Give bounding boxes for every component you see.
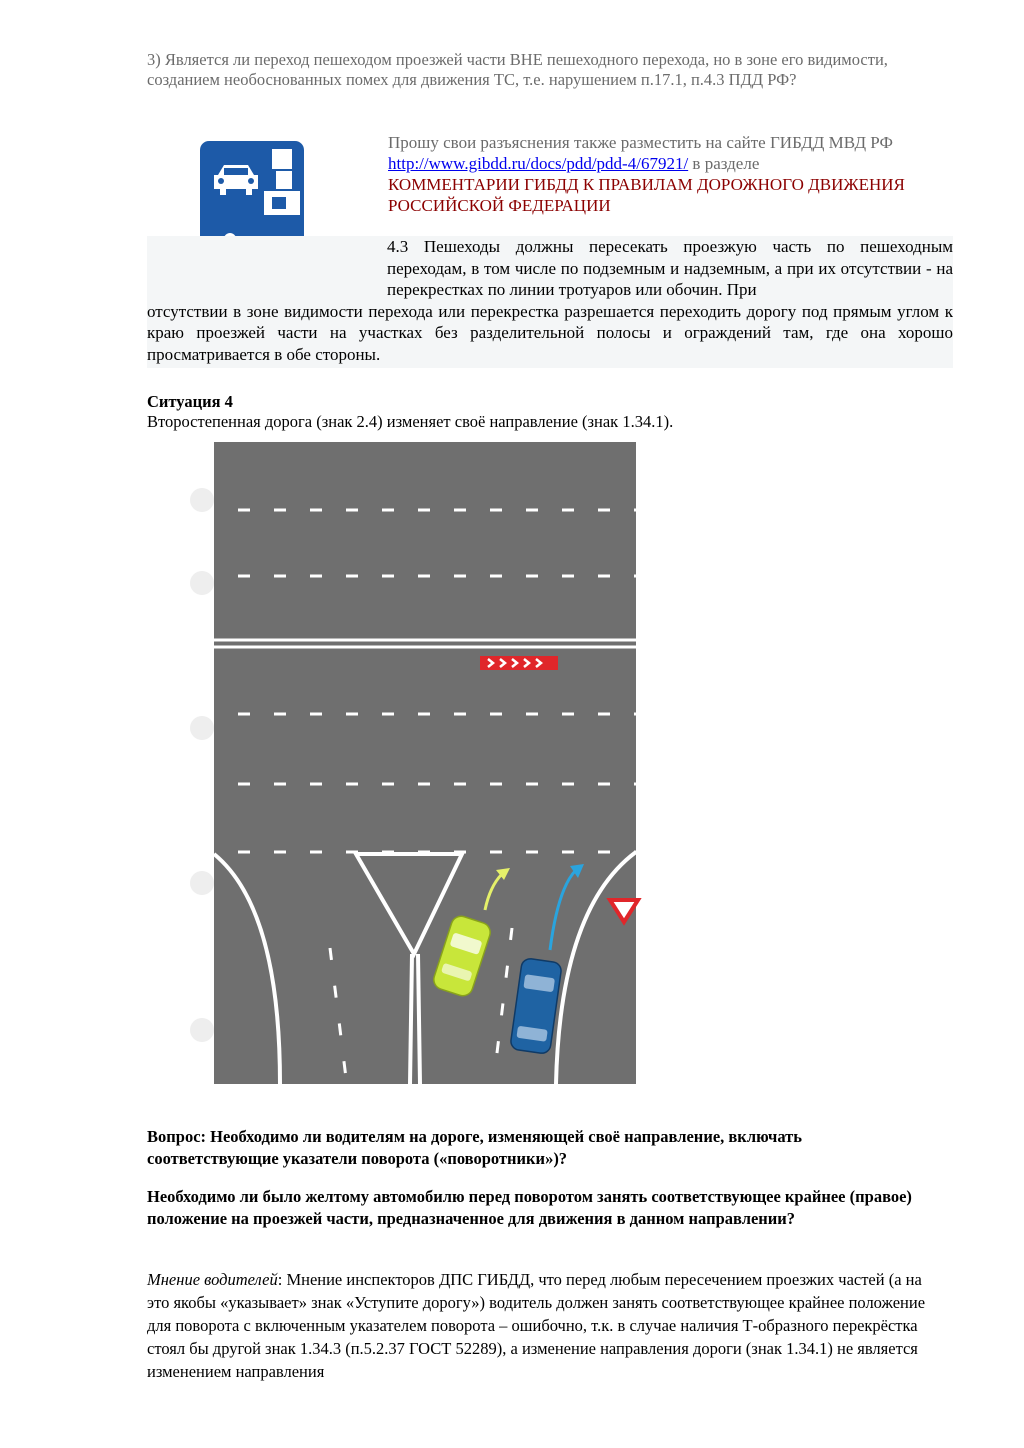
chevron-sign: [480, 656, 558, 670]
road-diagram: [140, 438, 700, 1120]
intro-question: 3) Является ли переход пешеходом проезжей части ВНЕ пешеходного перехода, но в зоне его видимости, созданием необоснованных помех для движения ТС, т.е. нарушением п.17.1, п.4.3 ПДД РФ?: [147, 50, 888, 89]
rule-part-2: отсутствии в зоне видимости перехода или перекрестка разрешается переходить дорогу под прямым углом к краю проезжей части на участках без разделительной полосы и ограждений там, где она хорошо просматривается в обе стороны.: [147, 301, 953, 364]
section-title: КОММЕНТАРИИ ГИБДД К ПРАВИЛАМ ДОРОЖНОГО ДВИЖЕНИЯ РОССИЙСКОЙ ФЕДЕРАЦИИ: [388, 175, 905, 215]
request-tail: в разделе: [692, 154, 760, 173]
situation-title: Ситуация 4: [147, 392, 233, 411]
publication-request: [388, 132, 958, 216]
question-1: Вопрос: Необходимо ли водителям на дороге, изменяющей своё направление, включать соответствующие указатели поворота («поворотники»)?: [147, 1127, 803, 1168]
situation-description: Второстепенная дорога (знак 2.4) изменяет своё направление (знак 1.34.1).: [147, 412, 674, 431]
request-lead: Прошу свои разъяснения также разместить на сайте ГИБДД МВД РФ: [388, 133, 893, 152]
drivers-opinion: [147, 1268, 947, 1383]
rule-4-3: [147, 236, 953, 368]
gibdd-link[interactable]: http://www.gibdd.ru/docs/pdd/pdd-4/67921/: [388, 154, 689, 173]
asphalt: [214, 442, 636, 1084]
opinion-label: Мнение водителей: [147, 1270, 278, 1289]
opinion-text: : Мнение инспекторов ДПС ГИБДД, что перед любым пересечением проезжих частей (а на это якобы «указывает» знак «Уступите дорогу») водитель должен занять соответствующее крайнее положение для поворота с включенным указателем поворота – ошибочно, т.к. в случае наличия Т-образного перекрёстка стоял бы другой знак 1.34.3 (п.5.2.37 ГОСТ 52289), а изменение направления дороги (знак 1.34.1) не является изменением направления: [147, 1270, 926, 1381]
question-2: Необходимо ли было желтому автомобилю перед поворотом занять соответствующее крайнее (правое) положение на проезжей части, предназначенное для движения в данном направлении?: [147, 1187, 912, 1228]
rule-part-1: 4.3 Пешеходы должны пересекать проезжую часть по пешеходным переходам, в том числе по подземным и надземным, а при их отсутствии - на перекрестках по линии тротуаров или обочин. При: [387, 237, 953, 299]
